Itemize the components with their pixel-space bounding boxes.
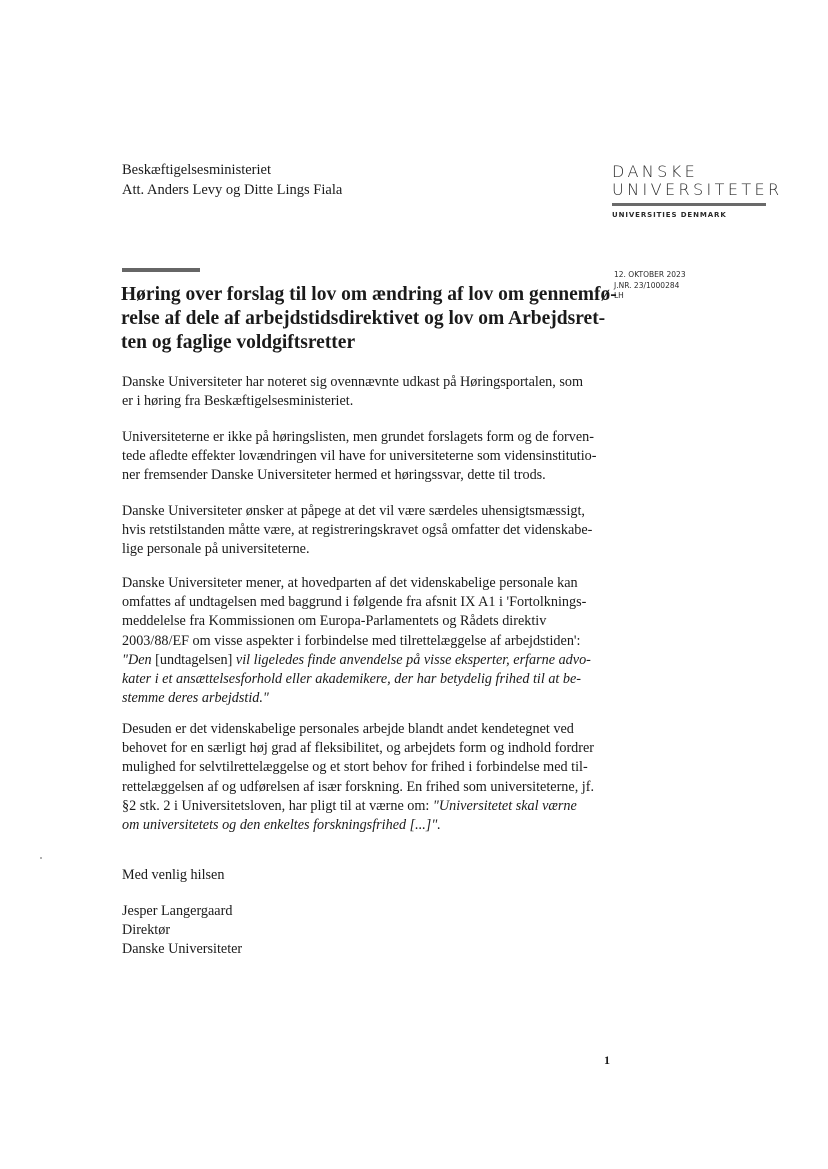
body-line: meddelelse fra Kommissionen om Europa-Parlamentets og Rådets direktiv [122, 613, 547, 630]
title-rule [122, 268, 200, 272]
logo-bar [612, 203, 766, 206]
author-initials: LH [614, 291, 624, 300]
body-line: 2003/88/EF om visse aspekter i forbindelse med tilrettelæggelse af arbejdstiden': [122, 632, 581, 649]
quote-line: kater i et ansættelsesforhold eller akademikere, der har betydelig frihed til at be- [122, 671, 582, 688]
title-line: Høring over forslag til lov om ændring af lov om gennemfø- [121, 284, 617, 305]
signer-role: Direktør [122, 922, 171, 939]
paragraph-2 [122, 428, 622, 486]
body-line: behovet for en særligt høj grad af fleksibilitet, og arbejdets form og indhold fordrer [122, 740, 595, 757]
recipient-line: Beskæftigelsesministeriet [122, 162, 272, 178]
body-line: Danske Universiteter ønsker at påpege at det vil være særdeles uhensigtsmæssigt, [122, 503, 585, 519]
recipient-line: Att. Anders Levy og Ditte Lings Fiala [122, 182, 343, 198]
danske-universiteter-logo [612, 162, 783, 219]
quote-line [122, 651, 622, 670]
quote-insert: [undtagelsen] [155, 651, 233, 668]
body-line: omfattes af undtagelsen med baggrund i følgende fra afsnit IX A1 i 'Fortolknings- [122, 594, 587, 611]
letter-title [121, 283, 617, 355]
quote-line: om universitetets og den enkeltes forskningsfrihed [...]". [122, 817, 441, 834]
page-number: 1 [604, 1053, 610, 1067]
body-line: hvis retstilstanden måtte være, at registreringskravet også omfatter det videnskabe- [122, 522, 593, 539]
title-line: ten og faglige voldgiftsretter [121, 332, 356, 353]
letter-metadata [614, 270, 686, 302]
recipient-block [122, 160, 342, 200]
quote-text: "Universitetet skal værne [432, 797, 577, 814]
body-line: Danske Universiteter har noteret sig ovennævnte udkast på Høringsportalen, som [122, 374, 583, 390]
quote-line: stemme deres arbejdstid." [122, 690, 269, 707]
closing-salutation: Med venlig hilsen [122, 867, 225, 883]
body-line: tede afledte effekter lovændringen vil have for universiteterne som vidensinstitutio- [122, 448, 597, 465]
body-line: rettelæggelsen af og udførelsen af især forskning. En frihed som universiteterne, jf. [122, 778, 594, 795]
logo-subtitle: UNIVERSITIES DENMARK [612, 211, 727, 219]
paragraph-4 [122, 574, 622, 708]
body-line: Danske Universiteter mener, at hovedparten af det videnskabelige personale kan [122, 575, 578, 591]
logo-text-line2: UNIVERSITETER [612, 180, 783, 199]
body-line: Universiteterne er ikke på høringslisten, men grundet forslagets form og de forven- [122, 429, 594, 445]
title-line: relse af dele af arbejdstidsdirektivet og lov om Arbejdsret- [121, 308, 606, 329]
paragraph-3 [122, 502, 622, 560]
journal-number: J.NR. 23/1000284 [614, 280, 680, 290]
body-line: ner fremsender Danske Universiteter hermed et høringssvar, dette til trods. [122, 467, 546, 484]
signature-block [122, 902, 242, 960]
body-line: mulighed for selvtilrettelæggelse og et stort behov for frihed i forbindelse med til- [122, 759, 588, 776]
scan-speck [40, 857, 42, 859]
body-line: lige personale på universiteterne. [122, 541, 310, 558]
body-line [122, 797, 622, 816]
paragraph-1 [122, 373, 622, 411]
paragraph-5 [122, 720, 622, 835]
letter-date: 12. OKTOBER 2023 [614, 270, 686, 279]
logo-text-line1: DANSKE [612, 162, 699, 181]
signer-name: Jesper Langergaard [122, 903, 233, 919]
signer-organization: Danske Universiteter [122, 941, 243, 958]
body-text: §2 stk. 2 i Universitetsloven, har pligt til at værne om: [122, 797, 433, 814]
body-line: er i høring fra Beskæftigelsesministeriet. [122, 393, 354, 410]
quote-text: "Den [122, 651, 156, 668]
quote-text: vil ligeledes finde anvendelse på visse eksperter, erfarne advo- [232, 651, 591, 668]
body-line: Desuden er det videnskabelige personales arbejde blandt andet kendetegnet ved [122, 721, 574, 737]
